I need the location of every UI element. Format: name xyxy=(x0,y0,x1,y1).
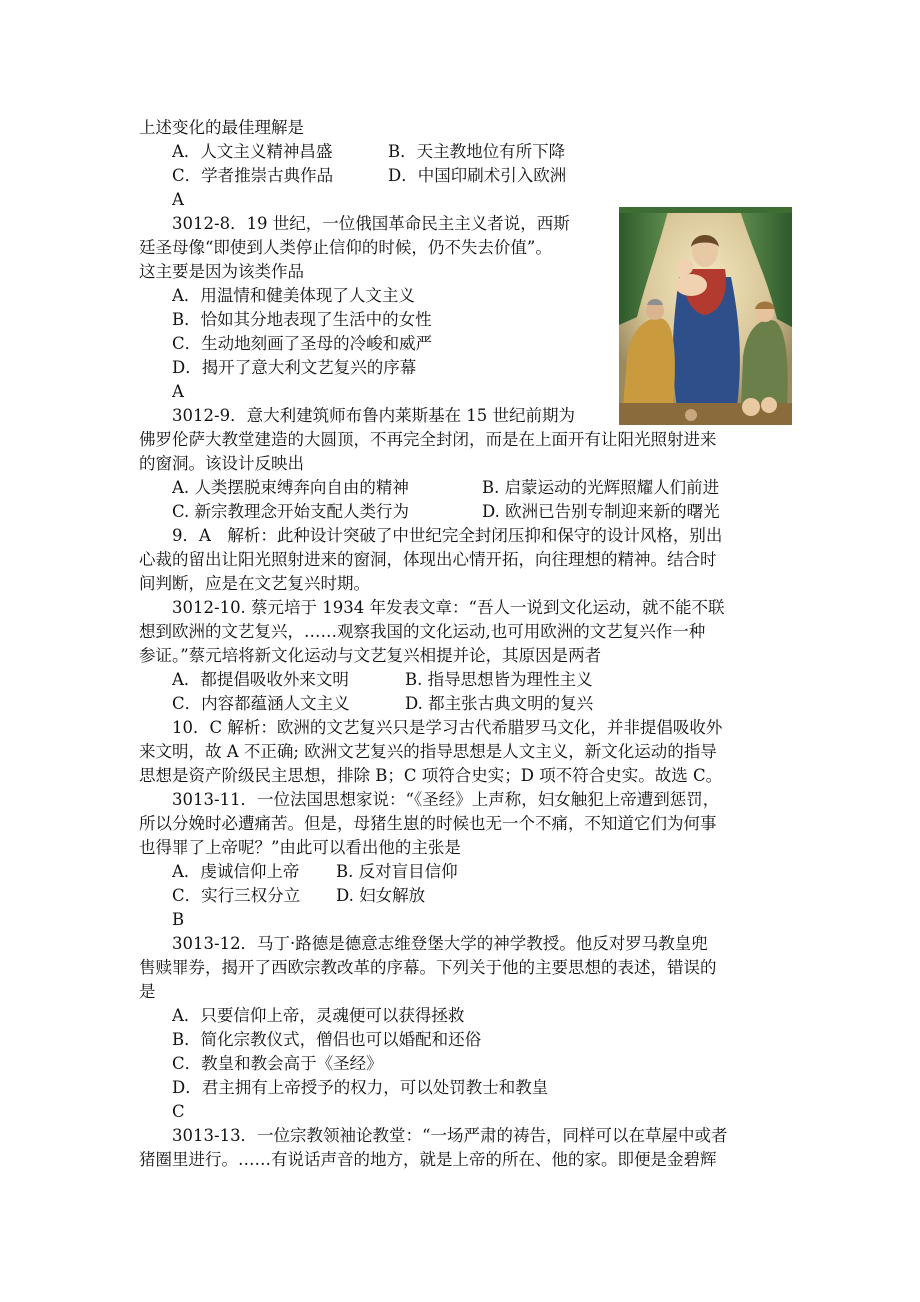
text-line: 3012-10. 蔡元培于 1934 年发表文章：“吾人一说到文化运动，就不能不联 xyxy=(172,598,725,617)
answer-option: D. 都主张古典文明的复兴 xyxy=(405,694,594,713)
answer-option: D．中国印刷术引入欧洲 xyxy=(388,166,567,185)
text-line: C．学者推崇古典作品 xyxy=(172,166,334,185)
text-line: B．简化宗教仪式，僧侣也可以婚配和还俗 xyxy=(172,1030,482,1049)
text-line: C. 新宗教理念开始支配人类行为 xyxy=(172,502,410,521)
text-line: 廷圣母像“即使到人类停止信仰的时候，仍不失去价值”。 xyxy=(139,238,552,257)
answer-option: B．天主教地位有所下降 xyxy=(388,142,566,161)
text-line: A．人文主义精神昌盛 xyxy=(172,142,333,161)
text-line: 是 xyxy=(139,982,156,1001)
answer-option: B. 反对盲目信仰 xyxy=(336,862,458,881)
text-line: 来文明，故 A 不正确; 欧洲文艺复兴的指导思想是人文主义，新文化运动的指导 xyxy=(139,742,717,761)
text-line: A. 人类摆脱束缚奔向自由的精神 xyxy=(172,478,409,497)
text-line: A．都提倡吸收外来文明 xyxy=(172,670,349,689)
text-line: 佛罗伦萨大教堂建造的大圆顶，不再完全封闭，而是在上面开有让阳光照射进来 xyxy=(139,430,717,449)
text-line: 这主要是因为该类作品 xyxy=(139,262,304,281)
sistine-madonna-painting-icon xyxy=(619,207,792,425)
answer-option: D. 欧洲已告别专制迎来新的曙光 xyxy=(482,502,720,521)
text-line: 3013-11．一位法国思想家说：“《圣经》上声称，妇女触犯上帝遭到惩罚， xyxy=(172,790,720,809)
text-line: 3013-13．一位宗教领袖论教堂：“一场严肃的祷告，同样可以在草屋中或者 xyxy=(172,1126,728,1145)
text-line: 3012-8．19 世纪，一位俄国革命民主主义者说，西斯 xyxy=(172,214,570,233)
text-line: 所以分娩时必遭痛苦。但是，母猪生崽的时候也无一个不痛，不知道它们为何事 xyxy=(139,814,717,833)
text-line: 也得罪了上帝呢？”由此可以看出他的主张是 xyxy=(139,838,461,857)
text-line: 参证。”蔡元培将新文化运动与文艺复兴相提并论，其原因是两者 xyxy=(139,646,602,665)
answer-option: B. 指导思想皆为理性主义 xyxy=(405,670,593,689)
text-line: D．揭开了意大利文艺复兴的序幕 xyxy=(172,358,417,377)
text-line: 9．A 解析：此种设计突破了中世纪完全封闭压抑和保守的设计风格，别出 xyxy=(172,526,723,545)
text-line: C．实行三权分立 xyxy=(172,886,301,905)
text-line: 3012-9．意大利建筑师布鲁内莱斯基在 15 世纪前期为 xyxy=(172,406,576,425)
text-line: 售赎罪券，揭开了西欧宗教改革的序幕。下列关于他的主要思想的表述，错误的 xyxy=(139,958,717,977)
text-line: 思想是资产阶级民主思想，排除 B；C 项符合史实；D 项不符合史实。故选 C。 xyxy=(139,766,723,785)
answer-option: D. 妇女解放 xyxy=(336,886,426,905)
text-line: 10．C 解析：欧洲的文艺复兴只是学习古代希腊罗马文化，并非提倡吸收外 xyxy=(172,718,723,737)
text-line: A xyxy=(172,190,184,209)
text-line: C．生动地刻画了圣母的冷峻和威严 xyxy=(172,334,433,353)
text-line: 3013-12．马丁·路德是德意志维登堡大学的神学教授。他反对罗马教皇兜 xyxy=(172,934,708,953)
text-line: A．用温情和健美体现了人文主义 xyxy=(172,286,415,305)
text-line: 的窗洞。该设计反映出 xyxy=(139,454,304,473)
text-line: C xyxy=(172,1102,185,1121)
text-line: 想到欧洲的文艺复兴，……观察我国的文化运动,也可用欧洲的文艺复兴作一种 xyxy=(139,622,706,641)
text-line: C．教皇和教会高于《圣经》 xyxy=(172,1054,383,1073)
text-line: 猪圈里进行。……有说话声音的地方，就是上帝的所在、他的家。即便是金碧辉 xyxy=(139,1150,717,1169)
text-line: B xyxy=(172,910,185,929)
text-line: 上述变化的最佳理解是 xyxy=(139,118,304,137)
text-line: C．内容都蕴涵人文主义 xyxy=(172,694,350,713)
text-line: D．君主拥有上帝授予的权力，可以处罚教士和教皇 xyxy=(172,1078,549,1097)
text-line: 心裁的留出让阳光照射进来的窗洞，体现出心情开拓，向往理想的精神。结合时 xyxy=(139,550,717,569)
answer-option: B. 启蒙运动的光辉照耀人们前进 xyxy=(482,478,720,497)
text-line: A．只要信仰上帝，灵魂便可以获得拯救 xyxy=(172,1006,465,1025)
text-line: B．恰如其分地表现了生活中的女性 xyxy=(172,310,432,329)
text-line: 间判断，应是在文艺复兴时期。 xyxy=(139,574,370,593)
text-line: A xyxy=(172,382,184,401)
text-line: A．虔诚信仰上帝 xyxy=(172,862,300,881)
